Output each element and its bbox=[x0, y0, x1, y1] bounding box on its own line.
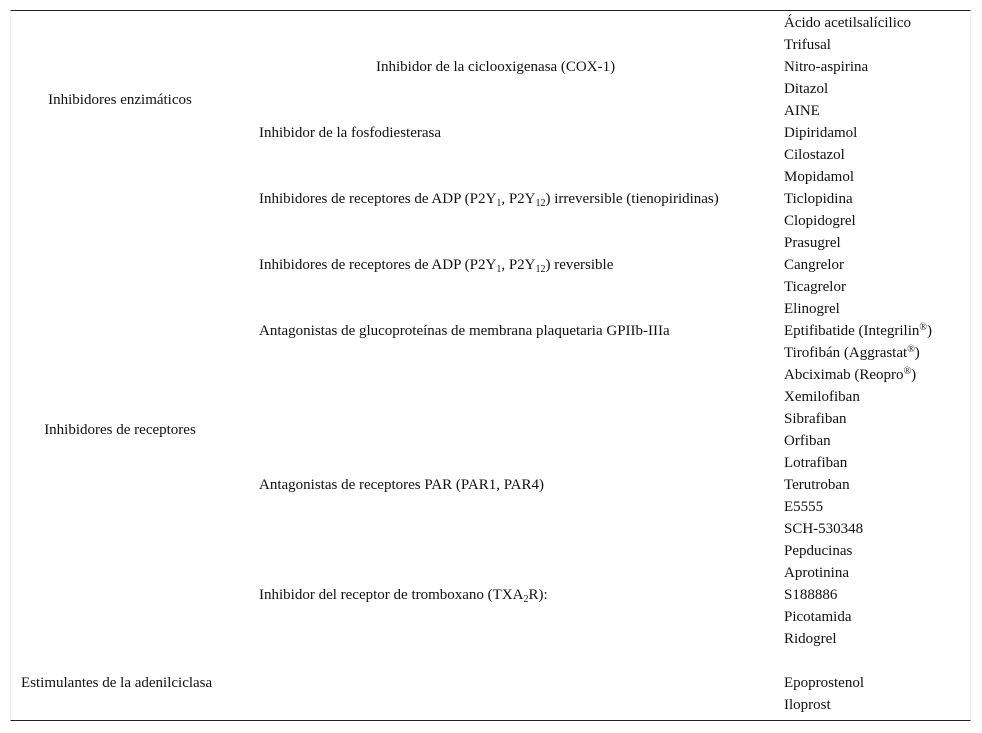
drug-item: Aprotinina bbox=[784, 565, 849, 581]
drug-item: Ridogrel bbox=[784, 631, 837, 647]
group-label: Estimulantes de la adenilciclasa bbox=[21, 675, 213, 691]
drug-item: Xemilofiban bbox=[784, 389, 860, 405]
drug-item: Ditazol bbox=[784, 81, 829, 97]
subgroup-label: Antagonistas de glucoproteínas de membrana plaquetaria GPIIb-IIIa bbox=[259, 323, 670, 339]
drug-item: E5555 bbox=[784, 499, 824, 515]
drug-item: Abciximab (Reopro®) bbox=[784, 366, 917, 383]
subgroup-label: Inhibidor de la fosfodiesterasa bbox=[259, 125, 442, 141]
drug-item: SCH-530348 bbox=[784, 521, 864, 537]
drug-item: Ácido acetilsalícilico bbox=[784, 15, 912, 31]
drug-item: Ticlopidina bbox=[784, 191, 853, 207]
group-label: Inhibidores de receptores bbox=[44, 422, 196, 438]
drug-item: Clopidogrel bbox=[784, 213, 856, 229]
subgroup-label: Inhibidor del receptor de tromboxano $(TXA_2R)$: bbox=[259, 587, 548, 605]
subgroup-label: Antagonistas de receptores PAR (PAR1, PAR4) bbox=[259, 477, 545, 493]
drug-item: Mopidamol bbox=[784, 169, 854, 185]
drug-item: Epoprostenol bbox=[784, 675, 864, 691]
drug-item: Pepducinas bbox=[784, 543, 853, 559]
drug-item: Lotrafiban bbox=[784, 455, 848, 471]
drug-item: Ticagrelor bbox=[784, 279, 846, 295]
drug-item: Cangrelor bbox=[784, 257, 844, 273]
drug-item: Picotamida bbox=[784, 609, 852, 625]
drug-item: AINE bbox=[784, 103, 820, 119]
drug-item: Elinogrel bbox=[784, 301, 840, 317]
drug-item: Tirofibán (Aggrastat®) bbox=[784, 344, 920, 361]
group-label: Inhibidores enzimáticos bbox=[48, 92, 192, 108]
drug-item: Eptifibatide (Integrilin®) bbox=[784, 322, 932, 339]
drug-item: Cilostazol bbox=[784, 147, 845, 163]
subgroup-label: Inhibidores de receptores de ADP ($P2Y_1$, $P2Y_{12}$) irreversible (tienopiridinas) bbox=[259, 191, 719, 209]
drug-item: Terutroban bbox=[784, 477, 850, 493]
subgroup-label: Inhibidor de la ciclooxigenasa (COX-1) bbox=[376, 59, 616, 75]
drug-item: Orfiban bbox=[784, 433, 831, 449]
drug-item: S188886 bbox=[784, 587, 838, 603]
drug-item: Dipiridamol bbox=[784, 125, 858, 141]
drug-item: Sibrafiban bbox=[784, 411, 847, 427]
subgroup-label: Inhibidores de receptores de ADP ($P2Y_1$, $P2Y_{12}$) reversible bbox=[259, 257, 614, 275]
drug-item: Prasugrel bbox=[784, 235, 841, 251]
drug-item: Iloprost bbox=[784, 697, 831, 713]
drug-item: Nitro-aspirina bbox=[784, 59, 869, 75]
drug-item: Trifusal bbox=[784, 37, 831, 53]
